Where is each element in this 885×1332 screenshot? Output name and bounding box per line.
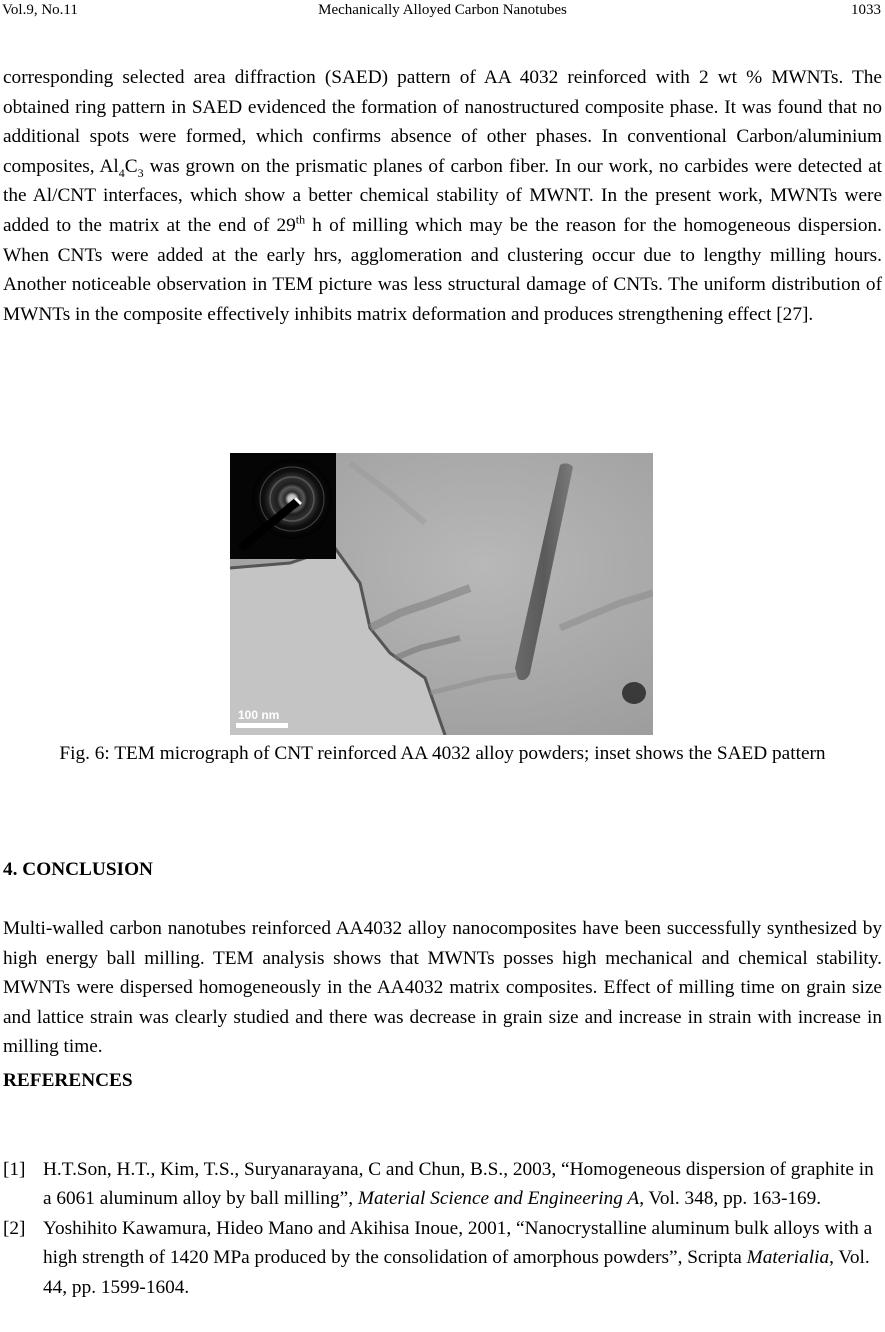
reference-list [3,1155,882,1302]
body-paragraph [3,63,882,329]
reference-details: , Vol. 44, pp. 1599-1604. [43,1247,870,1298]
scale-bar [236,723,288,728]
reference-item-1 [3,1155,882,1214]
reference-number: [1] [3,1159,26,1180]
conclusion-heading: 4. CONCLUSION [3,859,153,880]
reference-item-2 [3,1214,882,1302]
reference-text: Yoshihito Kawamura, Hideo Mano and Akihisa Inoue, 2001, “Nanocrystalline aluminum bulk alloys with a high strength of 1420 MPa produced by the consolidation of amorphous powders”, Scripta [43,1217,873,1269]
tem-micrograph [230,453,653,735]
conclusion-paragraph: Multi-walled carbon nanotubes reinforced AA4032 alloy nanocomposites have been successfully synthesized by high energy ball milling. TEM analysis shows that MWNTs posses high mechanical and chemical stability. MWNTs were dispersed homogeneously in the AA4032 matrix composites. Effect of milling time on grain size and lattice strain was clearly studied and there was decrease in grain size and increase in strain with increase in milling time. [3,918,882,1058]
page-number: 1033 [851,2,881,18]
figure-caption: Fig. 6: TEM micrograph of CNT reinforced AA 4032 alloy powders; inset shows the SAED pattern [59,743,826,764]
reference-number: [2] [3,1217,26,1239]
running-header [0,0,885,24]
paragraph-text-3: h of milling which may be the reason for the homogeneous dispersion. When CNTs were added at the early hrs, agglomeration and clustering occur due to lengthy milling hours. Another noticeable observation in TEM picture was less structural damage of CNTs. The uniform distribution of MWNTs in the composite effectively inhibits matrix deformation and produces strengthening effect [27]. [3,214,882,325]
reference-text: H.T.Son, H.T., Kim, T.S., Suryanarayana, C and Chun, B.S., 2003, “Homogeneous dispersion of graphite in a 6061 aluminum alloy by ball milling”, [43,1159,874,1210]
dark-particle [622,682,646,704]
reference-journal: Materialia [746,1247,830,1269]
scale-bar-label: 100 nm [238,708,280,722]
journal-volume: Vol.9, No.11 [2,2,78,18]
al-subscript: 4 [118,165,125,180]
references-heading: REFERENCES [3,1070,133,1091]
c-subscript: 3 [137,165,144,180]
th-superscript: th [295,212,306,227]
running-title: Mechanically Alloyed Carbon Nanotubes [318,2,567,18]
reference-journal: Material Science and Engineering A [357,1188,640,1210]
paragraph-text-2: was grown on the prismatic planes of carbon fiber. In our work, no carbides were detected at the Al/CNT interfaces, which show a better chemical stability of MWNT. In the present work, MWNTs were added to the matrix at the end of 29 [3,155,883,236]
reference-details: , Vol. 348, pp. 163-169. [639,1188,822,1210]
carbon-symbol: C [124,155,138,177]
paragraph-text-1: corresponding selected area diffraction (SAED) pattern of AA 4032 reinforced with 2 wt % MWNTs. The obtained ring pattern in SAED evidenced the formation of nanostructured composite phase. It was found that no additional spots were formed, which confirms absence of other phases. In conventional Carbon/aluminium composites, Al [3,67,882,177]
